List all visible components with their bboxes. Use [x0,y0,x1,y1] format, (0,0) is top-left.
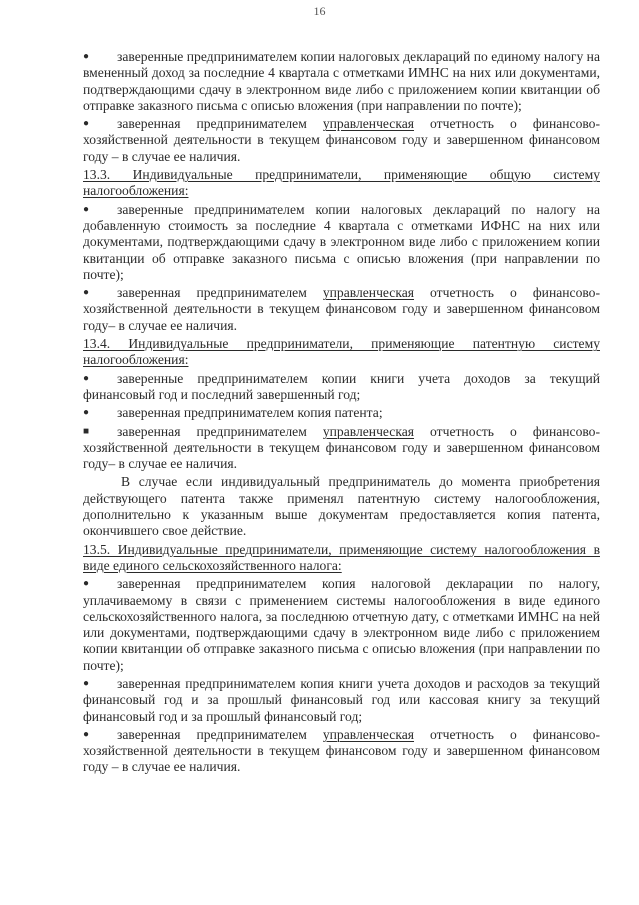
bullet-item-text: заверенная предпринимателем копия книги учета доходов и расходов за текущий финансовый год и за прошлый финансовый год или кассовая книгу за текущий финансовый год и за прошлый финансовый год; [83,675,600,724]
bullet-item-ut-vd-declarations [83,49,600,114]
section-heading-13-3: 13.3. Индивидуальные предприниматели, применяющие общую систему налогообложения: [83,167,600,199]
bullet-item-text-after: отчетность о финансово-хозяйственной деятельности в текущем финансовом году и завершенном финансовом году – в случае ее наличия. [83,116,601,164]
bullet-icon: ● [83,203,90,215]
bullet-item-management-reporting [83,116,600,165]
bullet-item-text-after: отчетность о финансово-хозяйственной деятельности в текущем финансовом году и завершенном финансовом году– в случае ее наличия. [83,285,601,333]
bullet-icon: ● [83,287,90,299]
bullet-item-text: заверенные предпринимателем копии книги учета доходов за текущий финансовый год и последний завершенный год; [83,370,600,402]
bullet-item-management-reporting [83,727,600,776]
bullet-item-text-before: заверенная предпринимателем [117,726,323,742]
bullet-item-text-before: заверенная предпринимателем [117,423,323,439]
bullet-icon: ● [83,51,90,62]
bullet-item-management-reporting [83,285,600,334]
underlined-term: управленческая [322,116,415,132]
bullet-item-esn-declaration [83,576,600,674]
bullet-icon: ● [83,578,90,590]
bullet-item-text: заверенные предпринимателем копии налоговых деклараций по налогу на добавленную стоимость за последние 4 квартала с отметками ИФНС на них или документами, подтверждающими сдачу в электронном виде либо с приложением копии квитанции об отправке заказного письма с описью вложения (при направлении по почте); [83,201,600,282]
bullet-icon: ● [83,372,90,384]
bullet-item-text: заверенная предпринимателем копия патента; [117,405,383,421]
bullet-item-income-expense-book [83,676,600,725]
section-heading-13-5: 13.5. Индивидуальные предприниматели, применяющие систему налогообложения в виде единого сельскохозяйственного налога: [83,541,600,573]
bullet-item-text-before: заверенная предпринимателем [117,116,323,132]
bullet-item-text-before: заверенная предпринимателем [117,285,323,301]
bullet-icon: ● [83,728,90,740]
paragraph-previous-patent: В случае если индивидуальный предприниматель до момента приобретения действующего патента также применял патентную систему налогообложения, дополнительно к указанным выше документам предоставляется копия патента, окончившего свое действие. [83,474,600,539]
bullet-square-icon: ■ [83,425,90,437]
underlined-term: управленческая [322,285,415,301]
bullet-item-patent-copy [83,405,600,421]
page-number: 16 [313,4,326,18]
bullet-item-text: заверенная предпринимателем копия налоговой декларации по налогу, уплачиваемому в связи с применением системы налогообложения в виде единого сельскохозяйственного налога, за последнюю отчетную дату, с отметками ИМНС на ней или документами, подтверждающими сдачу в электронном виде либо с приложением копии квитанции об отправке заказного письма с описью вложения (при направлении по почте); [83,576,600,673]
bullet-item-vat-declarations [83,202,600,283]
underlined-term: управленческая [322,726,415,742]
bullet-icon: ● [83,407,90,419]
bullet-item-management-reporting [83,424,600,473]
bullet-item-income-book [83,371,600,404]
section-heading-13-4: 13.4. Индивидуальные предприниматели, применяющие патентную систему налогообложения: [83,336,600,368]
underlined-term: управленческая [322,423,415,439]
bullet-icon: ● [83,677,90,689]
bullet-item-text: заверенные предпринимателем копии налоговых деклараций по единому налогу на вмененный доход за последние 4 квартала с отметками ИМНС на них или документами, подтверждающими сдачу в электронном виде либо с приложением копии квитанции об отправке заказного письма с описью вложения (при направлении по почте); [83,49,600,113]
bullet-icon: ● [83,118,90,130]
bullet-item-text-after: отчетность о финансово-хозяйственной деятельности в текущем финансовом году и завершенном финансовом году – в случае ее наличия. [83,726,601,775]
bullet-item-text-after: отчетность о финансово-хозяйственной деятельности в текущем финансовом году и завершенном финансовом году– в случае ее наличия. [83,423,601,472]
document-body [83,49,600,778]
